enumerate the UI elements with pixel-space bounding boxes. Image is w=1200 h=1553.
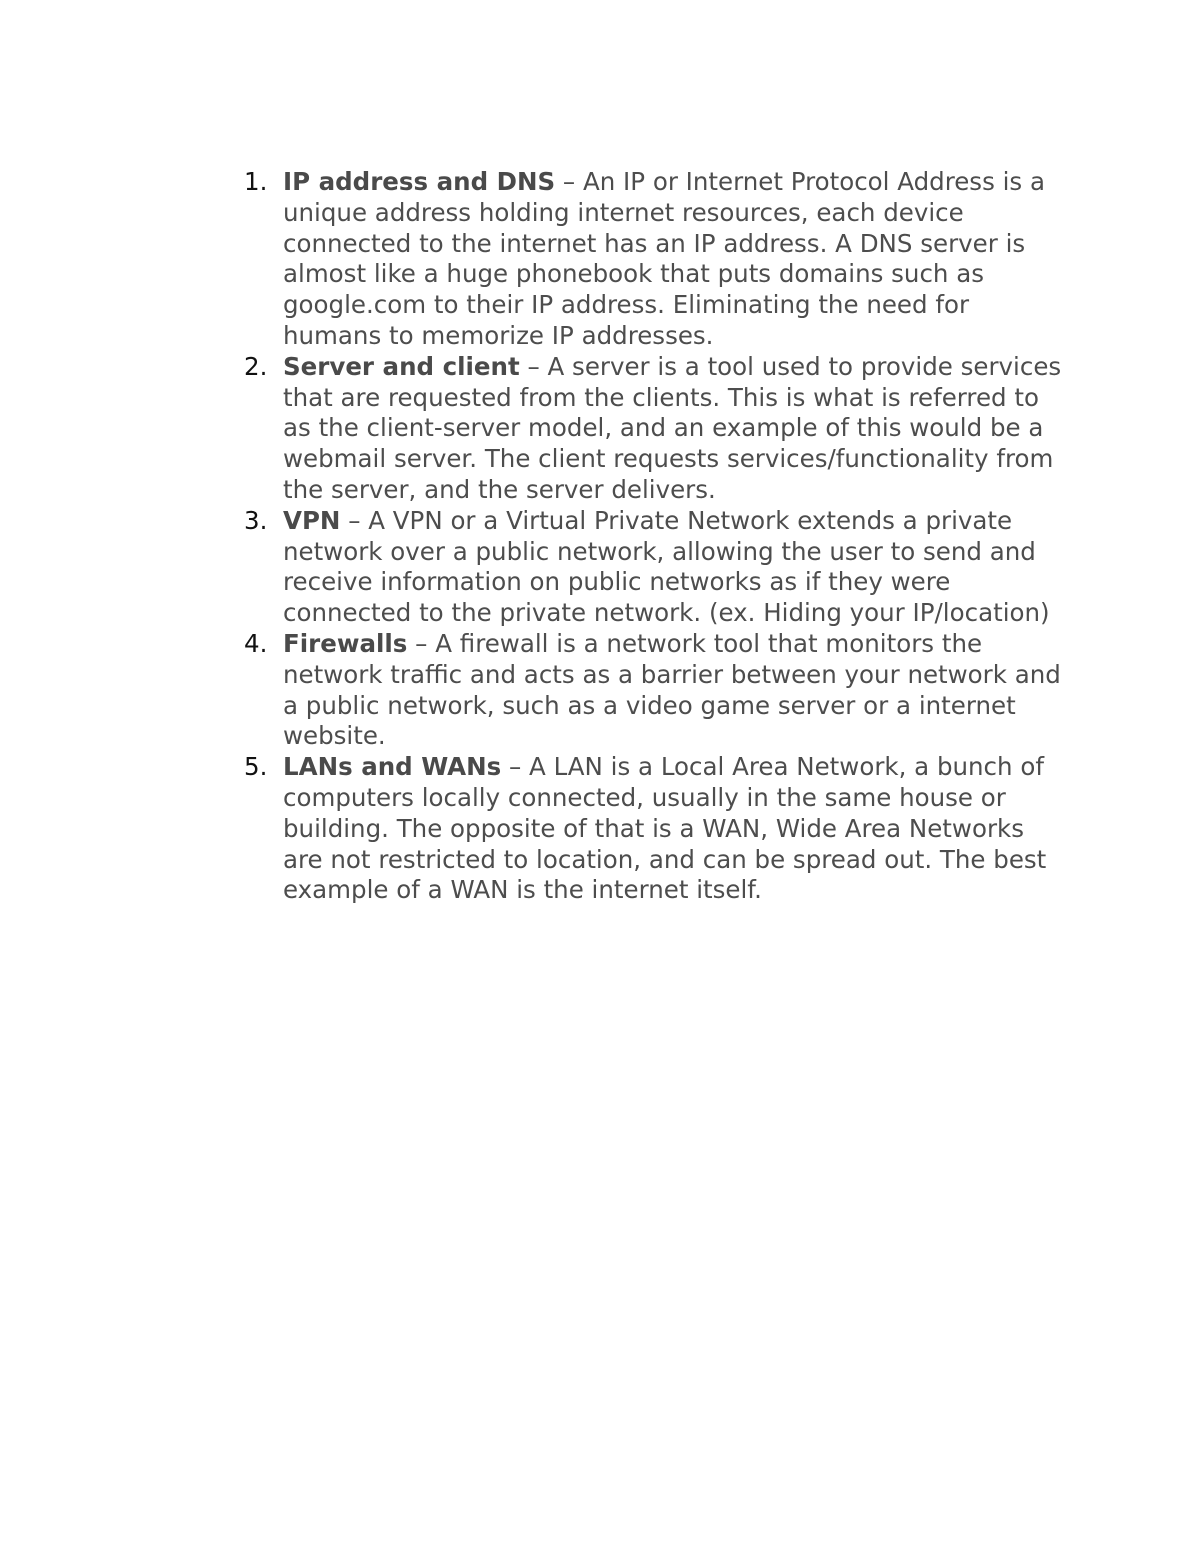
term-definition: – A VPN or a Virtual Private Network extends a private network over a public network, allowing the user to send and receive information on public networks as if they were connected to the private network. (ex. Hiding your IP/location) <box>283 505 1050 628</box>
term-definition: – An IP or Internet Protocol Address is a unique address holding internet resources, each device connected to the internet has an IP address. A DNS server is almost like a huge phonebook that puts domains such as google.com to their IP address. Eliminating the need for humans to memorize IP addresses. <box>283 167 1045 350</box>
list-number: 2. <box>244 351 268 381</box>
term-definition: – A LAN is a Local Area Network, a bunch of computers locally connected, usually in the same house or building. The opposite of that is a WAN, Wide Area Networks are not restricted to location, and can be spread out. The best example of a WAN is the internet itself. <box>283 752 1047 905</box>
term-title: IP address and DNS <box>283 167 556 196</box>
term-title: Firewalls <box>283 628 408 658</box>
term-list <box>230 167 1070 906</box>
term-title: Server and client <box>283 351 520 381</box>
list-item-firewalls <box>230 629 1070 752</box>
list-number: 4. <box>244 628 268 658</box>
list-number: 1. <box>244 167 268 196</box>
list-item-ip-dns <box>230 167 1070 352</box>
list-item-server-client <box>230 352 1070 506</box>
list-number: 5. <box>244 752 268 782</box>
term-definition: – A server is a tool used to provide services that are requested from the clients. This is what is referred to as the client-server model, and an example of this would be a webmail server. The client requests services/functionality from the server, and the server delivers. <box>283 351 1062 504</box>
list-item-lans-wans <box>230 752 1070 906</box>
list-number: 3. <box>244 505 268 535</box>
term-title: LANs and WANs <box>283 752 502 782</box>
term-definition: – A firewall is a network tool that monitors the network traffic and acts as a barrier between your network and a public network, such as a video game server or a internet website. <box>283 628 1061 751</box>
list-item-vpn <box>230 506 1070 629</box>
term-title: VPN <box>283 505 341 535</box>
